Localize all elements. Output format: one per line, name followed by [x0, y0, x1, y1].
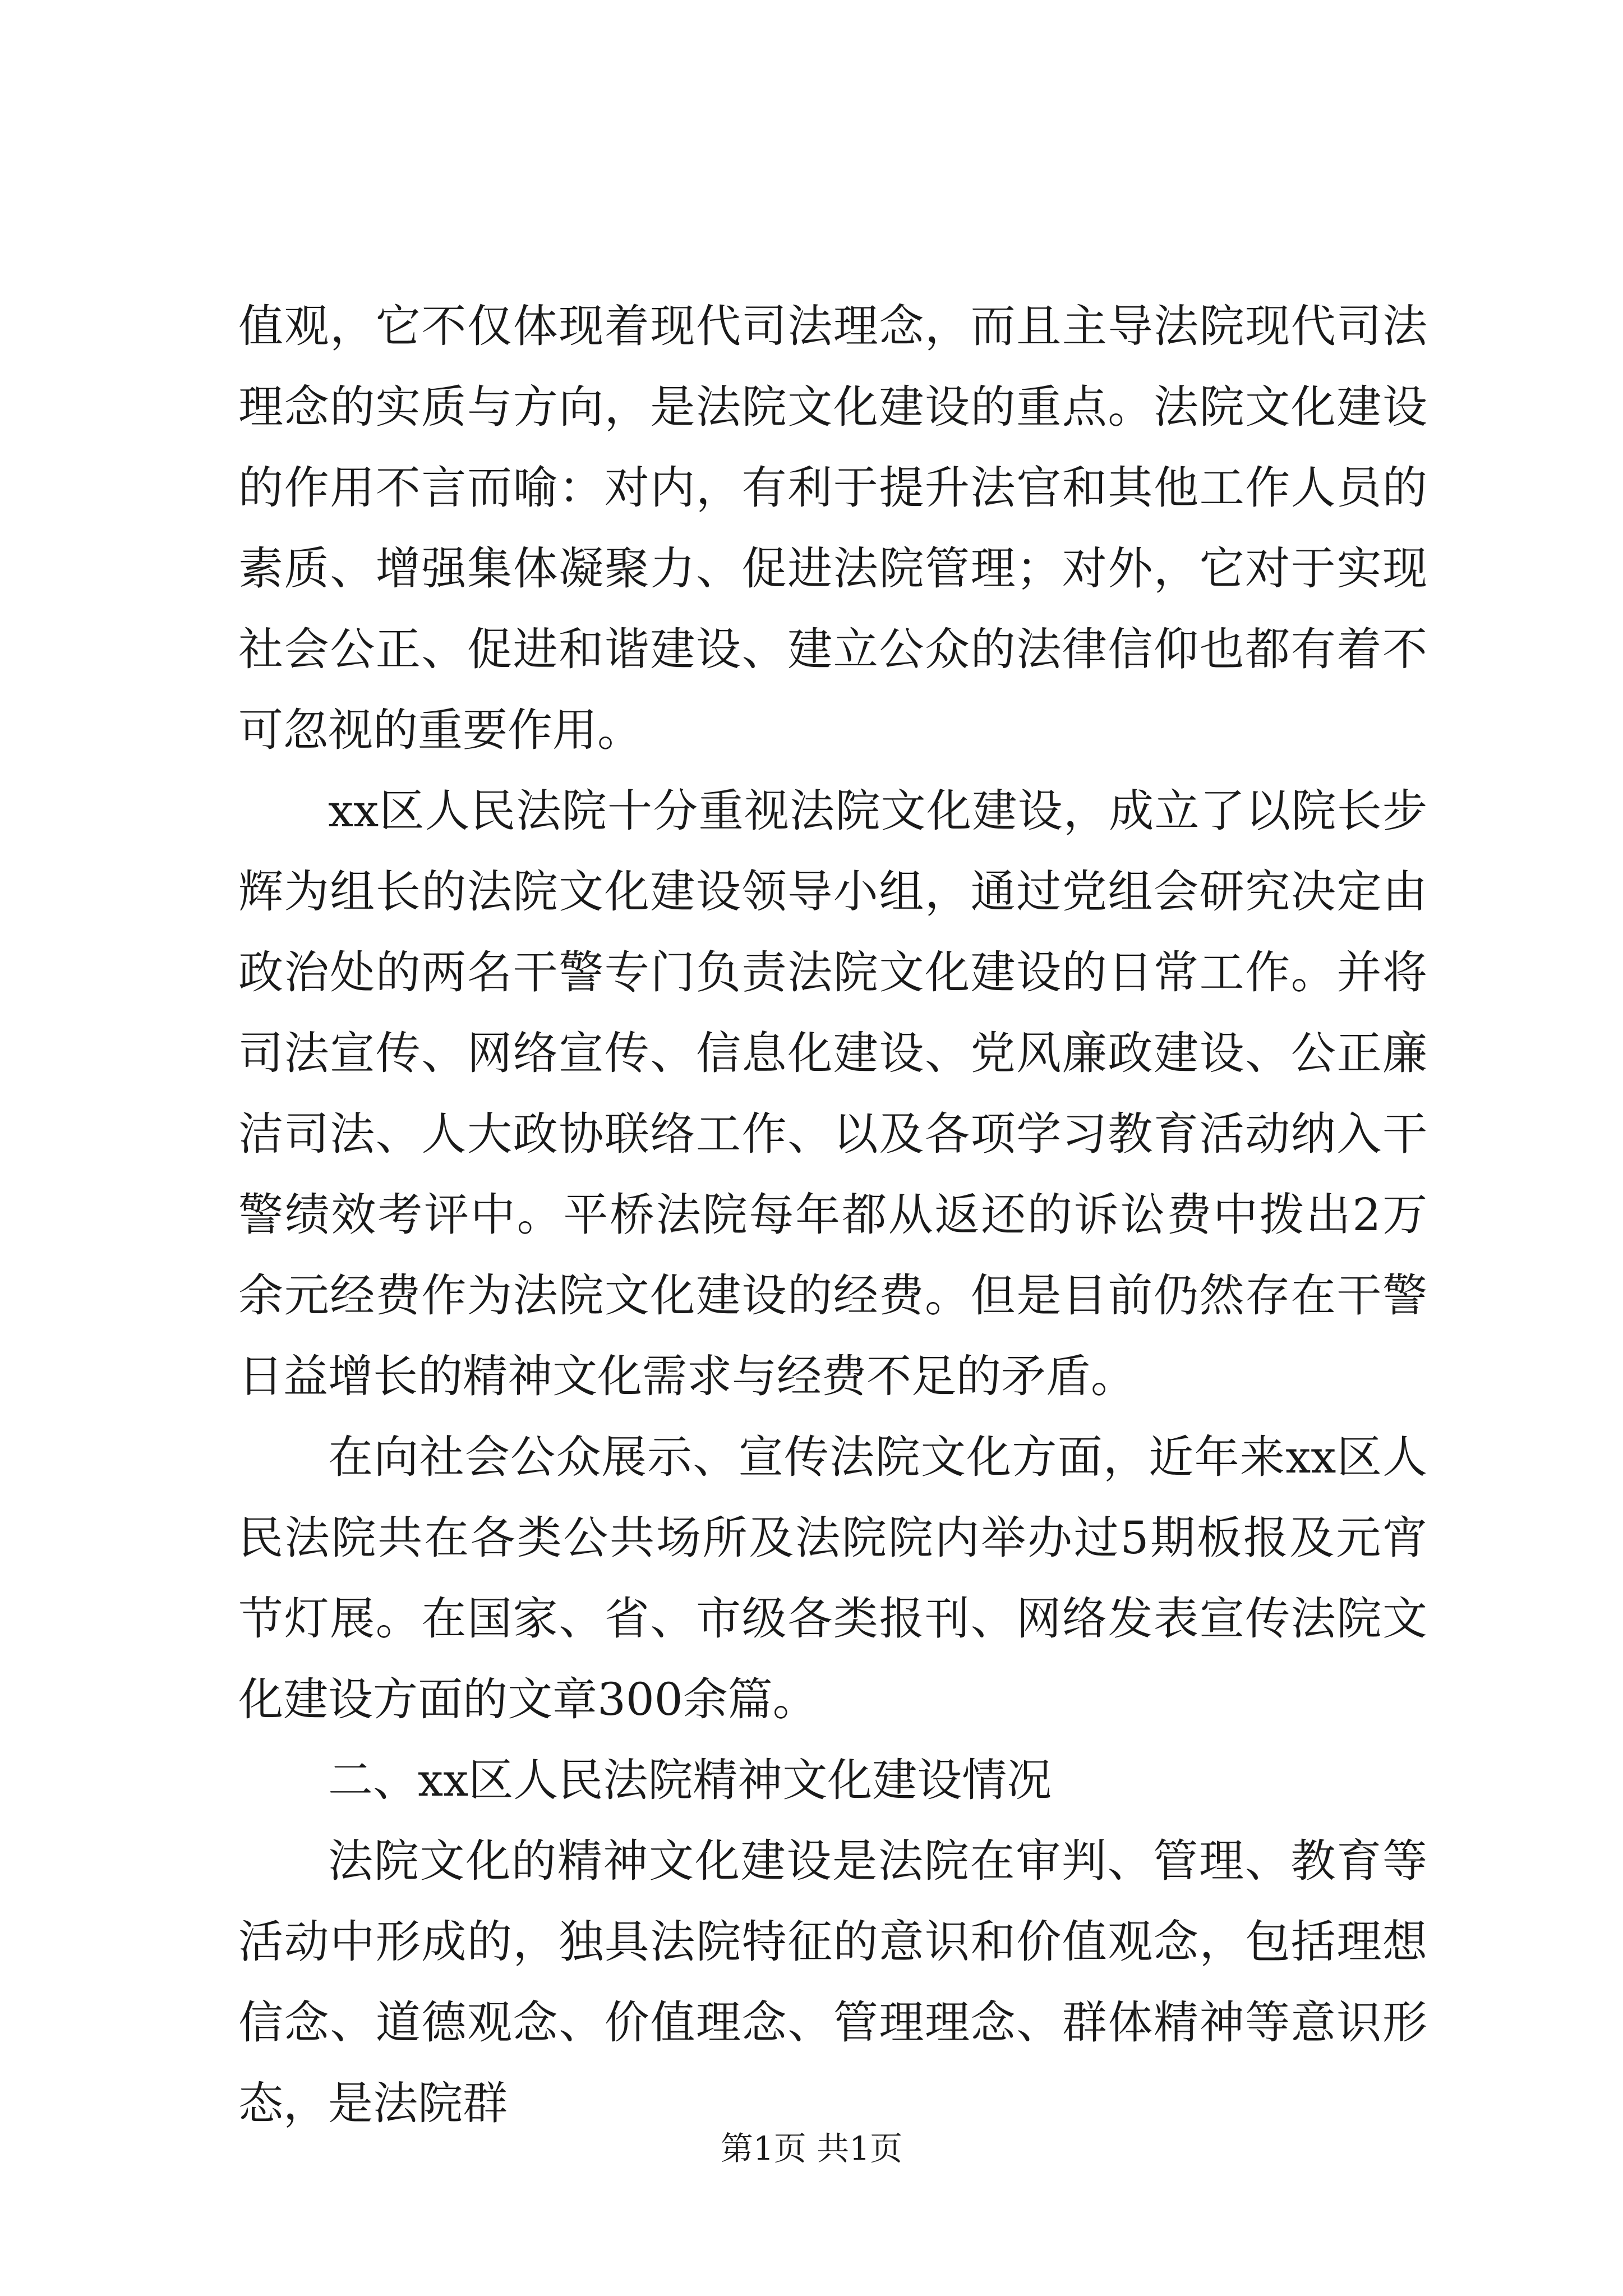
page-footer: 第1页 共1页: [720, 2129, 903, 2168]
paragraph-court-culture-organization: xx区人民法院十分重视法院文化建设，成立了以院长步辉为组长的法院文化建设领导小组，通过党组会研究决定由政治处的两名干警专门负责法院文化建设的日常工作。并将司法宣传、网络宣传、信息化建设、党风廉政建设、公正廉洁司法、人大政协联络工作、以及各项学习教育活动纳入干警绩效考评中。平桥法院每年都从返还的诉讼费中拨出2万余元经费作为法院文化建设的经费。但是目前仍然存在干警日益增长的精神文化需求与经费不足的矛盾。: [238, 785, 1427, 1402]
section-heading-spiritual-culture: 二、xx区人民法院精神文化建设情况: [328, 1754, 1052, 1806]
document-body: [238, 286, 1427, 2144]
paragraph-public-promotion: 在向社会公众展示、宣传法院文化方面，近年来xx区人民法院共在各类公共场所及法院院内举办过5期板报及元宵节灯展。在国家、省、市级各类报刊、网络发表宣传法院文化建设方面的文章300余篇。: [238, 1431, 1427, 1726]
paragraph-continuation: 值观，它不仅体现着现代司法理念，而且主导法院现代司法理念的实质与方向，是法院文化建设的重点。法院文化建设的作用不言而喻：对内，有利于提升法官和其他工作人员的素质、增强集体凝聚力、促进法院管理；对外，它对于实现社会公正、促进和谐建设、建立公众的法律信仰也都有着不可忽视的重要作用。: [238, 300, 1427, 756]
paragraph-spiritual-culture: 法院文化的精神文化建设是法院在审判、管理、教育等活动中形成的，独具法院特征的意识和价值观念，包括理想信念、道德观念、价值理念、管理理念、群体精神等意识形态，是法院群: [238, 1835, 1427, 2129]
